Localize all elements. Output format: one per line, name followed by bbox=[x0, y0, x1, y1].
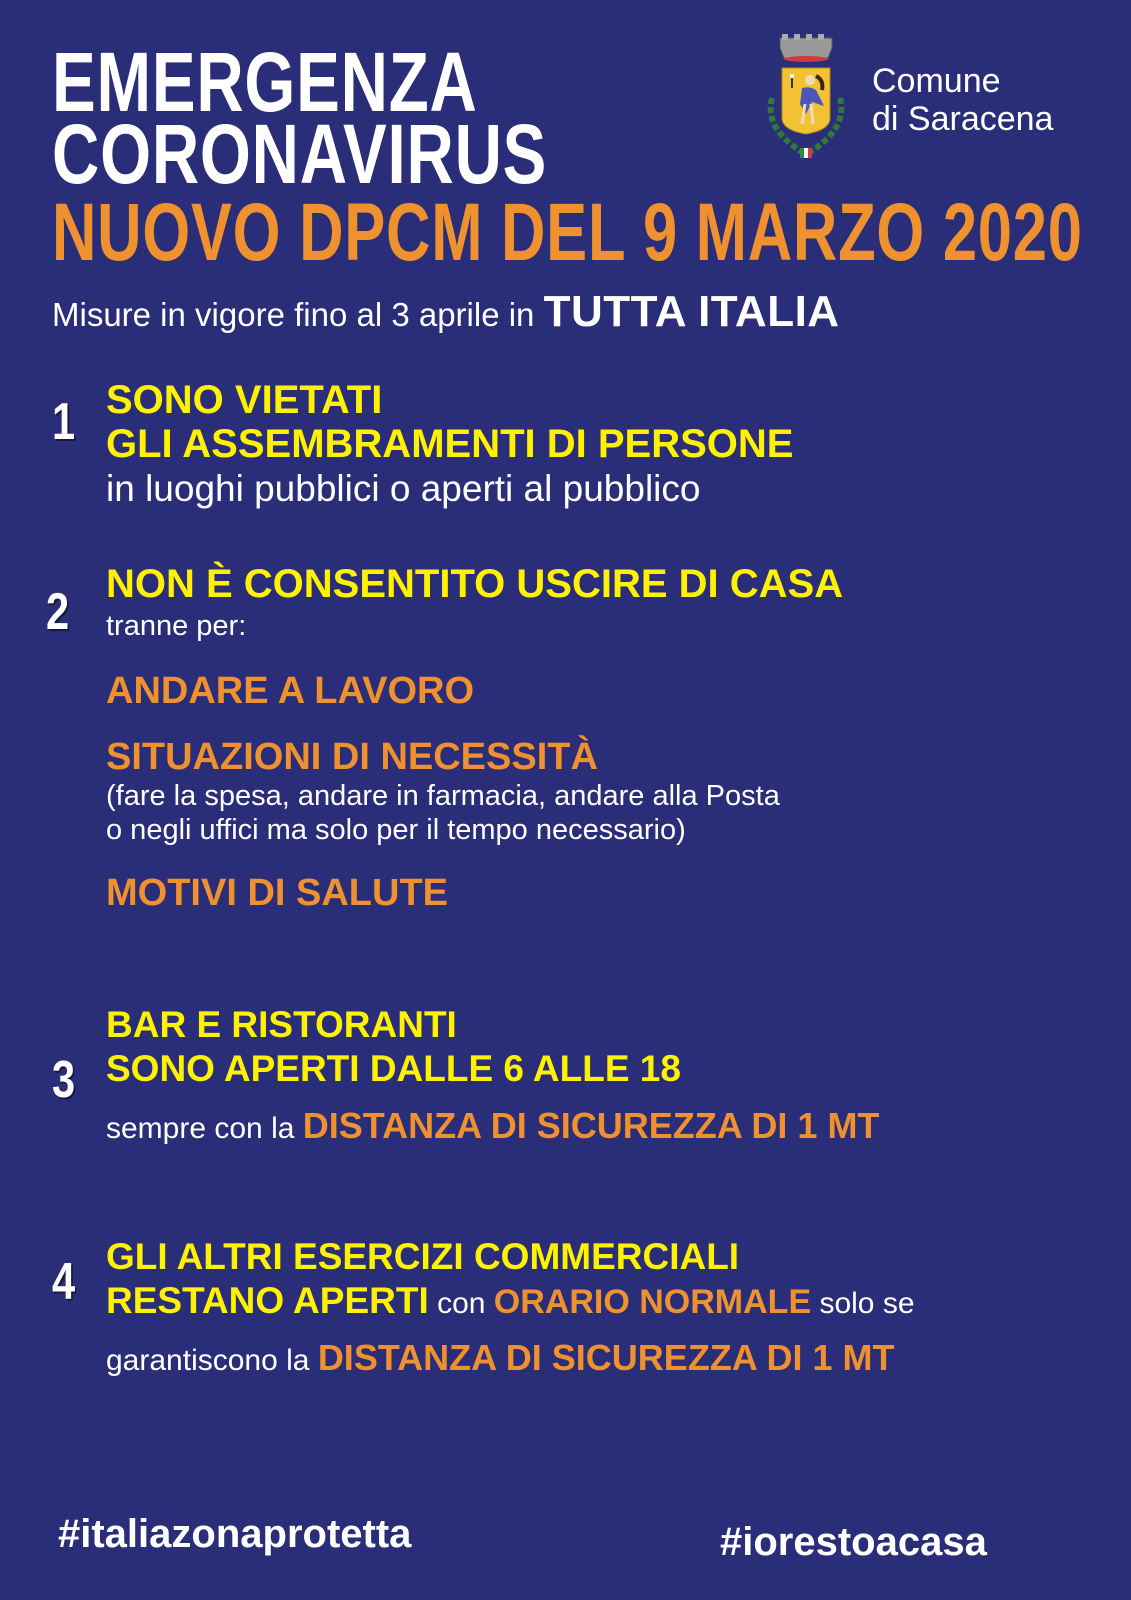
exception-necessity-note-1: (fare la spesa, andare in farmacia, andare alla Posta bbox=[106, 780, 780, 812]
exception-necessity: SITUAZIONI DI NECESSITÀ bbox=[106, 736, 598, 778]
municipality-line-2: di Saracena bbox=[872, 100, 1054, 138]
rule-4-mid-text-1: con bbox=[428, 1287, 494, 1320]
municipality-line-1: Comune bbox=[872, 62, 1001, 100]
rule-4-detail bbox=[106, 1337, 895, 1378]
rule-4-heading-line-1: GLI ALTRI ESERCIZI COMMERCIALI bbox=[106, 1236, 740, 1277]
rule-4-detail-emphasis: DISTANZA DI SICUREZZA DI 1 MT bbox=[317, 1337, 895, 1378]
rule-3-detail-prefix: sempre con la bbox=[106, 1112, 303, 1145]
validity-emphasis: TUTTA ITALIA bbox=[543, 287, 840, 336]
subtitle-decree: NUOVO DPCM DEL 9 MARZO 2020 bbox=[52, 187, 1083, 278]
validity-text bbox=[52, 287, 840, 337]
rule-number-2: 2 bbox=[46, 583, 70, 641]
rule-3-heading-line-2: SONO APERTI DALLE 6 ALLE 18 bbox=[106, 1048, 681, 1089]
rule-number-3: 3 bbox=[52, 1051, 76, 1109]
rule-3-detail-emphasis: DISTANZA DI SICUREZZA DI 1 MT bbox=[302, 1105, 880, 1146]
exception-health: MOTIVI DI SALUTE bbox=[106, 872, 448, 914]
coat-of-arms-icon bbox=[758, 34, 854, 164]
exception-necessity-note-2: o negli uffici ma solo per il tempo necessario) bbox=[106, 814, 686, 846]
validity-prefix: Misure in vigore fino al 3 aprile in bbox=[52, 296, 544, 333]
rule-4-heading-line-2 bbox=[106, 1282, 915, 1319]
hashtag-italiazonaprotetta: #italiazonaprotetta bbox=[58, 1512, 412, 1556]
hashtag-iorestoacasa: #iorestoacasa bbox=[720, 1520, 987, 1564]
title-line-2: CORONAVIRUS bbox=[52, 107, 548, 201]
exception-work: ANDARE A LAVORO bbox=[106, 670, 475, 712]
rule-4-heading-emphasis: RESTANO APERTI bbox=[106, 1280, 429, 1321]
rule-1-heading-line-2: GLI ASSEMBRAMENTI DI PERSONE bbox=[106, 422, 794, 466]
rule-number-4: 4 bbox=[52, 1253, 76, 1311]
title-line-1: EMERGENZA bbox=[52, 35, 478, 129]
rule-2-heading: NON È CONSENTITO USCIRE DI CASA bbox=[106, 562, 844, 606]
rule-4-mid-emphasis: ORARIO NORMALE bbox=[493, 1283, 812, 1321]
rule-4-mid-text-2: solo se bbox=[811, 1287, 915, 1320]
rule-number-1: 1 bbox=[52, 393, 76, 451]
rule-4-detail-prefix: garantiscono la bbox=[106, 1344, 318, 1377]
rule-3-heading-line-1: BAR E RISTORANTI bbox=[106, 1004, 457, 1045]
rule-3-detail bbox=[106, 1105, 880, 1146]
rule-2-detail: tranne per: bbox=[106, 610, 247, 642]
rule-1-detail: in luoghi pubblici o aperti al pubblico bbox=[106, 468, 701, 509]
municipality-name bbox=[872, 62, 1053, 138]
rule-1-heading-line-1: SONO VIETATI bbox=[106, 378, 383, 422]
